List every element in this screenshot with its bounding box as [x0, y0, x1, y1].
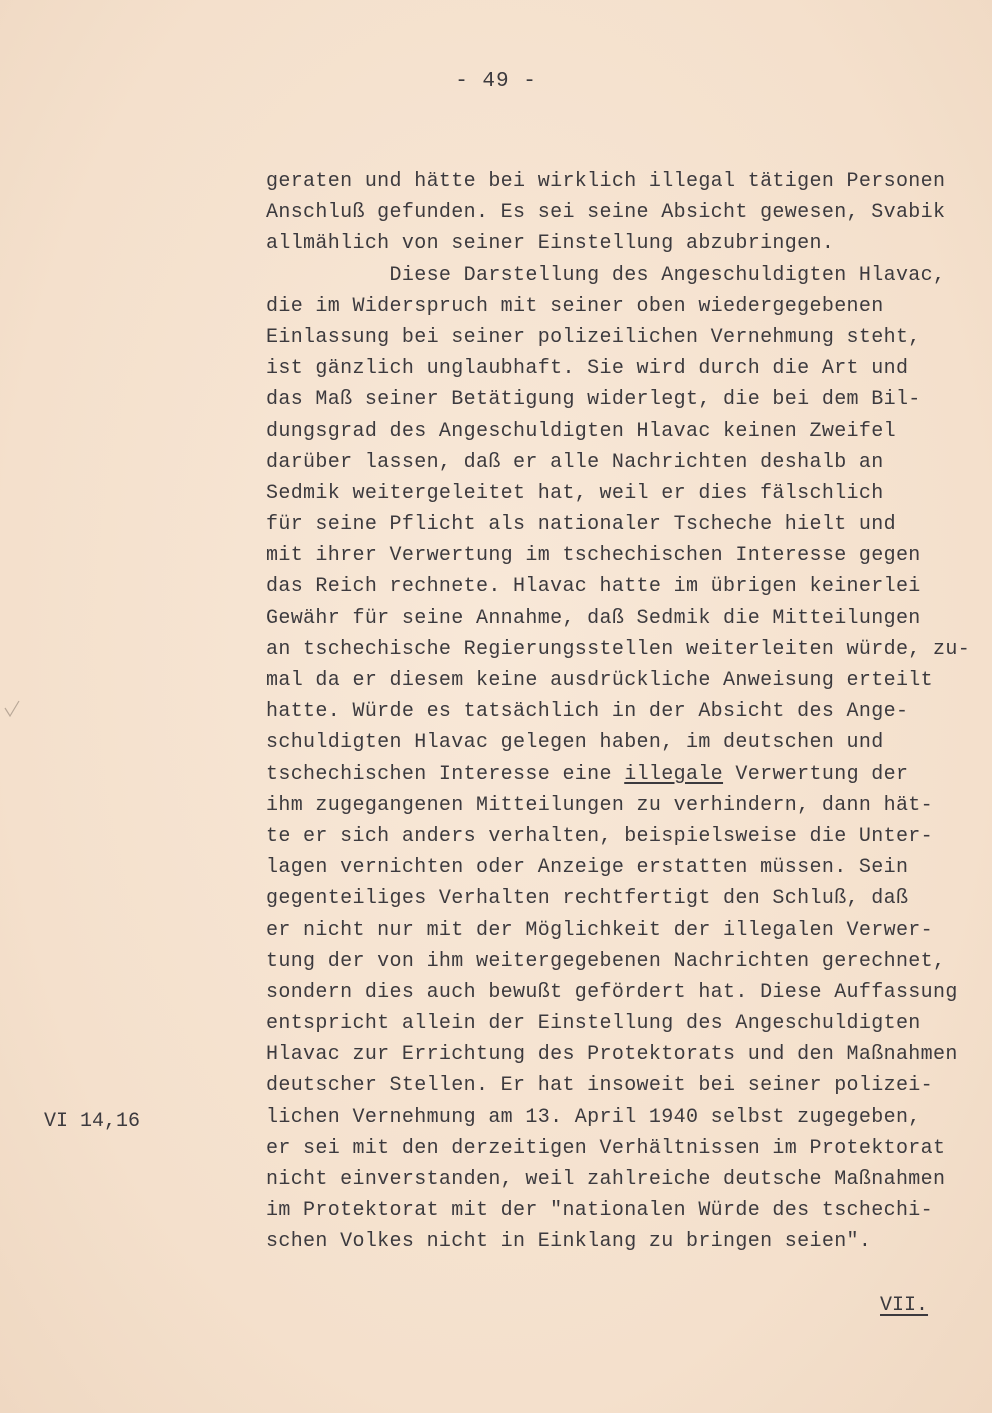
text-line	[266, 634, 986, 665]
text-line	[266, 665, 986, 696]
text-line	[266, 509, 986, 540]
text-line	[266, 1008, 986, 1039]
text-line	[266, 852, 986, 883]
text-line	[266, 790, 986, 821]
text-segment: sondern dies auch bewußt gefördert hat. Diese Auffassung	[266, 980, 958, 1004]
continuation-marker: VII.	[880, 1294, 929, 1317]
text-segment: mit ihrer Verwertung im tschechischen Interesse gegen	[266, 544, 921, 568]
text-line	[266, 291, 986, 322]
text-segment: nicht einverstanden, weil zahlreiche deutsche Maßnahmen	[266, 1168, 946, 1191]
text-line	[266, 384, 986, 415]
text-segment: Anschluß gefunden. Es sei seine Absicht gewesen, Svabik	[266, 201, 946, 225]
text-line	[266, 416, 986, 447]
text-line	[266, 228, 986, 259]
text-segment: hatte. Würde es tatsächlich in der Absicht des Ange-	[266, 700, 909, 724]
text-line	[266, 821, 986, 852]
text-segment: tung der von ihm weitergegebenen Nachrichten gerechnet,	[266, 949, 946, 973]
page-number: - 49 -	[455, 70, 537, 93]
text-line	[266, 977, 986, 1008]
text-segment: lichen Vernehmung am 13. April 1940 selbst zugegeben,	[266, 1105, 921, 1129]
text-line	[266, 166, 986, 197]
text-line	[266, 1133, 986, 1164]
text-segment: lagen vernichten oder Anzeige erstatten müssen. Sein	[266, 856, 909, 880]
text-segment: Sedmik weitergeleitet hat, weil er dies fälschlich	[266, 481, 884, 505]
text-segment: das Reich rechnete. Hlavac hatte im übrigen keinerlei	[266, 575, 921, 599]
text-segment: das Maß seiner Betätigung widerlegt, die bei dem Bil-	[266, 388, 921, 412]
text-segment: er sei mit den derzeitigen Verhältnissen im Protektorat	[266, 1136, 946, 1160]
text-line	[266, 603, 986, 634]
text-segment: an tschechische Regierungsstellen weiterleiten würde, zu-	[266, 637, 971, 661]
text-line	[266, 571, 986, 602]
text-segment: ihm zugegangenen Mitteilungen zu verhindern, dann hät-	[266, 793, 934, 817]
text-line	[266, 540, 986, 571]
text-segment: mal da er diesem keine ausdrückliche Anweisung erteilt	[266, 669, 934, 692]
text-line	[266, 696, 986, 727]
text-line	[266, 883, 986, 914]
text-segment: tschechischen Interesse eine	[266, 762, 625, 786]
text-line	[266, 1102, 986, 1133]
text-line	[266, 260, 986, 291]
text-line	[266, 1039, 986, 1070]
text-segment: im Protektorat mit der "nationalen Würde des tschechi-	[266, 1199, 934, 1223]
text-line	[266, 727, 986, 758]
text-segment: schuldigten Hlavac gelegen haben, im deutschen und	[266, 731, 884, 755]
text-line	[266, 1070, 986, 1101]
text-line	[266, 759, 986, 790]
text-line	[266, 353, 986, 384]
text-segment: Gewähr für seine Annahme, daß Sedmik die Mitteilungen	[266, 606, 921, 630]
text-line	[266, 1195, 986, 1226]
body-text	[266, 166, 986, 1258]
text-segment: darüber lassen, daß er alle Nachrichten deshalb an	[266, 450, 884, 474]
text-line	[266, 946, 986, 977]
text-line	[266, 322, 986, 353]
text-segment: die im Widerspruch mit seiner oben wiedergegebenen	[266, 294, 884, 318]
text-segment: Einlassung bei seiner polizeilichen Vernehmung steht,	[266, 325, 921, 349]
text-line	[266, 1226, 986, 1257]
text-segment: deutscher Stellen. Er hat insoweit bei seiner polizei-	[266, 1074, 934, 1098]
text-segment: te er sich anders verhalten, beispielsweise die Unter-	[266, 824, 934, 848]
text-segment: entspricht allein der Einstellung des Angeschuldigten	[266, 1012, 921, 1036]
text-segment: dungsgrad des Angeschuldigten Hlavac keinen Zweifel	[266, 419, 896, 443]
text-line	[266, 915, 986, 946]
text-line	[266, 197, 986, 228]
underlined-word: illegale	[624, 762, 724, 786]
text-segment: schen Volkes nicht in Einklang zu bringen seien".	[266, 1230, 872, 1254]
text-segment: Verwertung der	[723, 762, 909, 786]
text-segment: Hlavac zur Errichtung des Protektorats und den Maßnahmen	[266, 1043, 958, 1067]
text-line	[266, 478, 986, 509]
margin-note-reference: VI 14,16	[44, 1110, 141, 1133]
text-segment: allmählich von seiner Einstellung abzubringen.	[266, 232, 835, 256]
text-segment: ist gänzlich unglaubhaft. Sie wird durch die Art und	[266, 357, 909, 381]
text-segment: er nicht nur mit der Möglichkeit der illegalen Verwer-	[266, 918, 934, 942]
text-segment: Diese Darstellung des Angeschuldigten Hlavac,	[266, 263, 946, 287]
text-line	[266, 1164, 986, 1195]
text-segment: gegenteiliges Verhalten rechtfertigt den Schluß, daß	[266, 887, 909, 911]
text-segment: geraten und hätte bei wirklich illegal tätigen Personen	[266, 170, 946, 193]
text-segment: für seine Pflicht als nationaler Tscheche hielt und	[266, 513, 896, 537]
text-line	[266, 447, 986, 478]
pencil-check-mark	[2, 698, 22, 722]
